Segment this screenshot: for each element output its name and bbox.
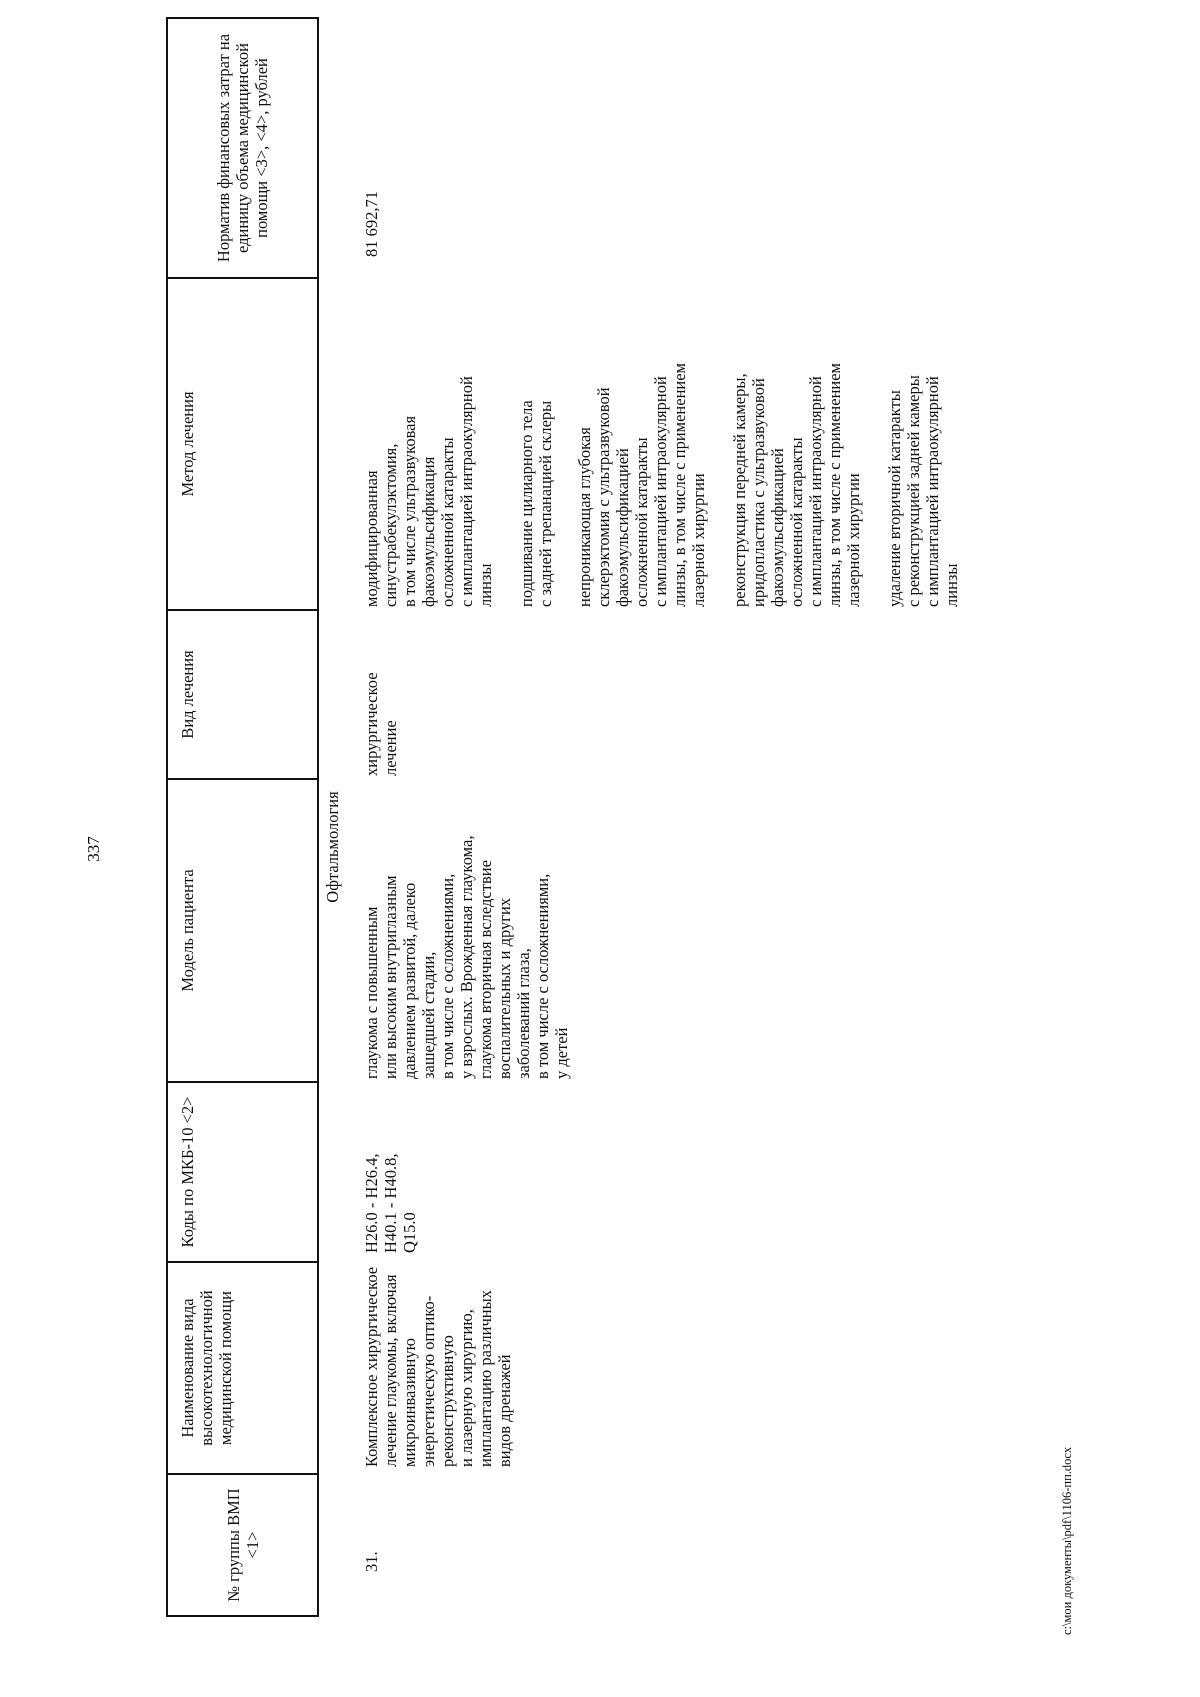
col-sep-3 [166, 1081, 319, 1083]
row-group-number: 31. [362, 1551, 381, 1572]
row-vmp-name: Комплексное хирургическое лечение глаукомы, включая микроинвазивную энергетическую оптико- реконструктивную и лазерную хирургию, имплантацию различных видов дренажей [362, 1266, 514, 1467]
header-treatment-method: Метод лечения [178, 391, 197, 497]
footer-file-path: c:\мои документы\pdf\1106-пп.docx [1060, 1446, 1074, 1635]
col-sep-5 [166, 609, 319, 611]
table-header-bottom-border [317, 17, 319, 1617]
header-patient-model: Модель пациента [178, 869, 197, 992]
header-cost-standard: Норматив финансовых затрат на единицу объема медицинской помощи <3>, <4>, рублей [214, 33, 271, 263]
table-top-border [166, 17, 168, 1617]
table-right-border [166, 17, 319, 19]
row-treatment-type: хирургическое лечение [362, 672, 400, 776]
header-treatment-type: Вид лечения [178, 650, 197, 739]
col-sep-2 [166, 1261, 319, 1263]
col-sep-4 [166, 778, 319, 780]
header-icd-codes: Коды по МКБ-10 <2> [178, 1096, 197, 1248]
row-method-5: удаление вторичной катаракты с реконструкцией задней камеры с имплантацией интраокулярной линзы [885, 375, 961, 607]
col-sep-6 [166, 277, 319, 279]
header-vmp-name: Наименование вида высокотехнологичной медицинской помощи [178, 1290, 235, 1446]
table-left-border [166, 1615, 319, 1617]
row-cost: 81 692,71 [362, 191, 381, 257]
page-number: 337 [84, 836, 103, 862]
row-method-3: непроникающая глубокая склерэктомия с ультразвуковой факоэмульсификацией осложненной катаракты с имплантацией интраокулярной линзы, в том числе с применением лазерной хирургии [575, 363, 708, 607]
header-group-number: № группы ВМП <1> [223, 1488, 262, 1602]
col-sep-1 [166, 1473, 319, 1475]
row-method-4: реконструкция передней камеры, иридопластика с ультразвуковой факоэмульсификацией осложненной катаракты с имплантацией интраокулярной линзы, в том числе с применением лазерной хирургии [730, 363, 863, 607]
row-icd-codes: H26.0 - H26.4, H40.1 - H40.8, Q15.0 [362, 1153, 419, 1253]
section-title: Офтальмология [323, 791, 342, 903]
row-method-2: подшивание цилиарного тела с задней трепанацией склеры [517, 400, 555, 607]
row-method-1: модифицированная синустрабекулэктомия, в том числе ультразвуковая факоэмульсификация осложненной катаракты с имплантацией интраокулярной линзы [362, 376, 495, 607]
row-patient-model: глаукома с повышенным или высоким внутриглазным давлением развитой, далеко зашедшей стадии, в том числе с осложнениями, у взрослых. Врожденная глаукома, глаукома вторичная вследствие воспалительных и других заболеваний глаза, в том числе с осложнениями, у детей [362, 835, 571, 1079]
